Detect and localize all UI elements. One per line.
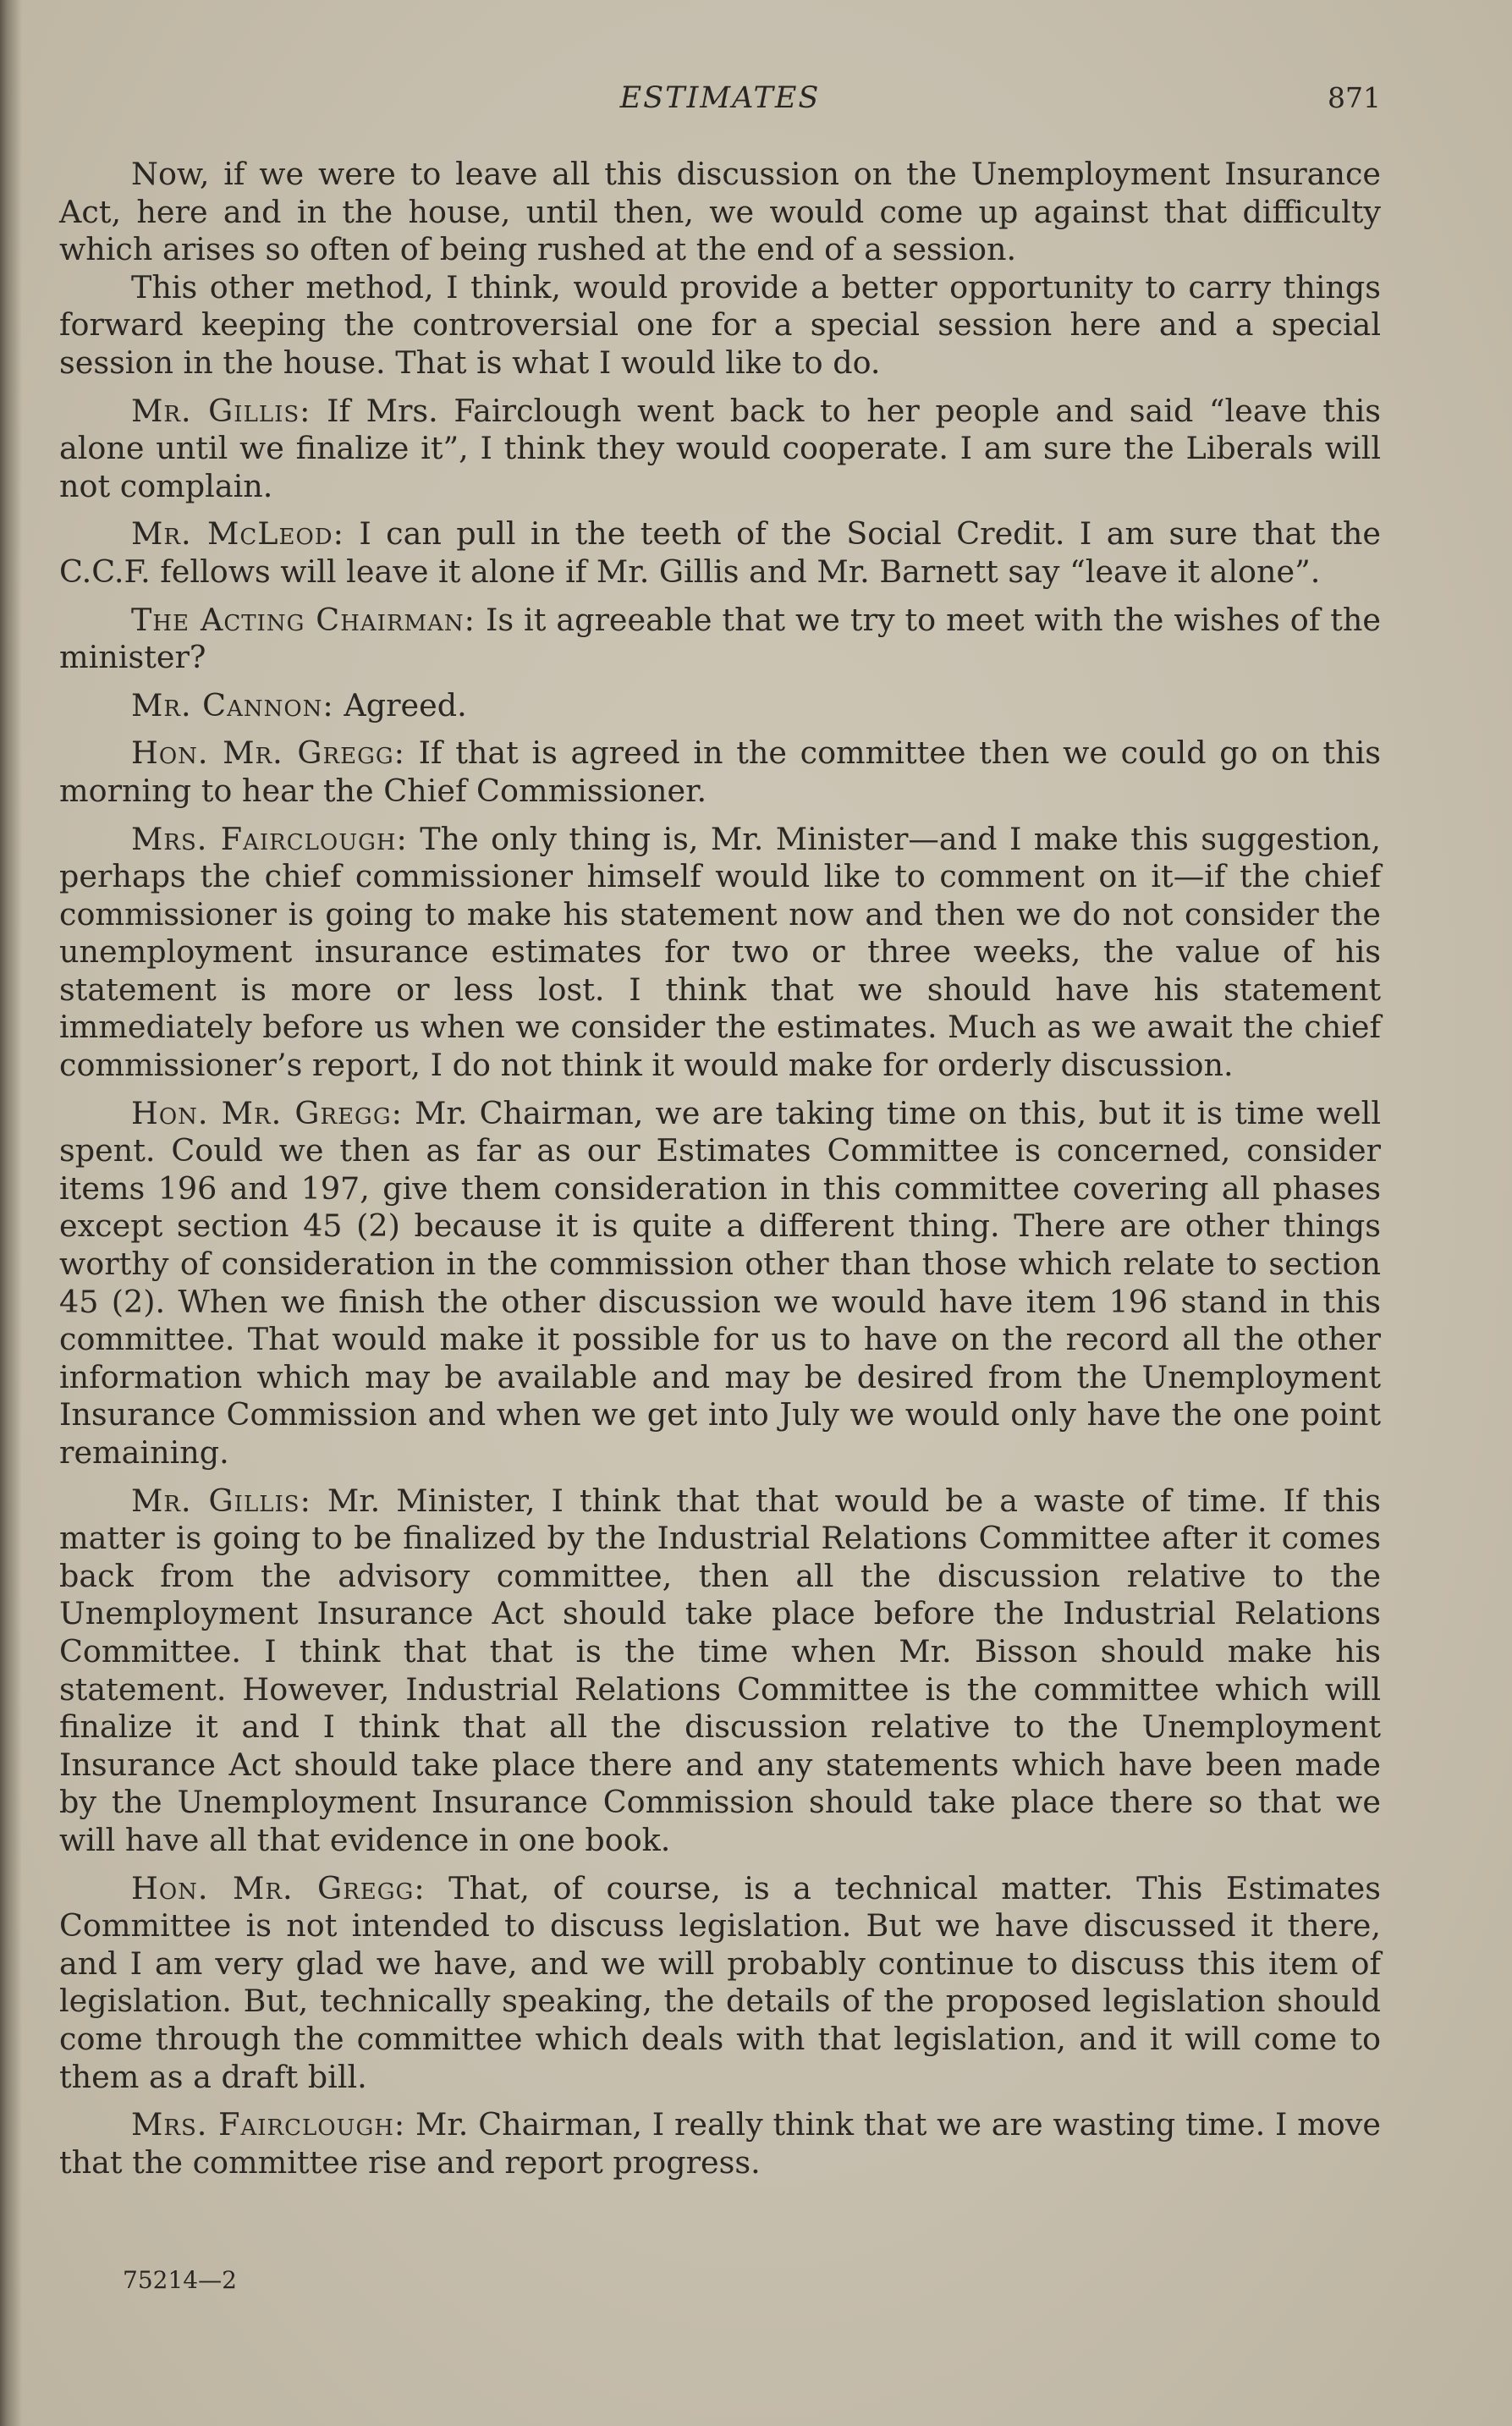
- paragraph: [59, 156, 1381, 269]
- paragraph-text: That, of course, is a technical matter. This Estimates Committee is not intended to discuss legislation. But we have discussed it there, and I am very glad we have, and we will probably continue to discuss this item of legislation. But, technically speaking, the details of the proposed legislation should come through the committee which deals with that legislation, and it will come to them as a draft bill.: [59, 1869, 1381, 2095]
- speaker-name: Mrs. Fairclough:: [131, 820, 408, 857]
- binding-shadow: [0, 0, 22, 2426]
- running-title: ESTIMATES: [619, 81, 821, 115]
- paragraph: [59, 2106, 1381, 2181]
- paragraph-text: The only thing is, Mr. Minister—and I make this suggestion, perhaps the chief commissioner himself would like to comment on it—if the chief commissioner is going to make his statement now and then we do not consider the unemployment insurance estimates for two or three weeks, the value of his statement is more or less lost. I think that we should have his statement immediately before us when we consider the estimates. Much as we await the chief commissioner’s report, I do not think it would make for orderly discussion.: [59, 820, 1381, 1084]
- speaker-name: Mr. Gillis:: [131, 1482, 311, 1519]
- speaker-name: The Acting Chairman:: [131, 601, 476, 638]
- paragraph-text: Mr. Minister, I think that that would be a waste of time. If this matter is going to be finalized by the Industrial Relations Committee after it comes back from the advisory committee, then all the discussion relative to the Unemployment Insurance Act should take place before the Industrial Relations Committee. I think that that is the time when Mr. Bisson should make his statement. However, Industrial Relations Committee is the committee which will finalize it and I think that all the discussion relative to the Unemployment Insurance Act should take place there and any statements which have been made by the Unemployment Insurance Commission should take place there so that we will have all that evidence in one book.: [59, 1482, 1381, 1858]
- speaker-name: Hon. Mr. Gregg:: [131, 1094, 403, 1131]
- paragraph: [59, 821, 1381, 1085]
- paragraph-text: This other method, I think, would provide a better opportunity to carry things forward keeping the controversial one for a special session here and a special session in the house. That is what I would like to do.: [59, 268, 1381, 381]
- body-text: [59, 156, 1381, 2181]
- speaker-name: Mr. Gillis:: [131, 392, 311, 429]
- paragraph: [59, 687, 1381, 725]
- paragraph-text: Mr. Chairman, I really think that we are wasting time. I move that the committee rise and report progress.: [59, 2106, 1381, 2181]
- speaker-name: Mrs. Fairclough:: [131, 2106, 406, 2143]
- paragraph-text: Is it agreeable that we try to meet with the wishes of the minister?: [59, 601, 1381, 676]
- paragraph-text: Now, if we were to leave all this discussion on the Unemployment Insurance Act, here and in the house, until then, we would come up against that difficulty which arises so often of being rushed at the end of a session.: [59, 156, 1381, 268]
- paragraph-text: If Mrs. Fairclough went back to her people and said “leave this alone until we finalize it”, I think they would cooperate. I am sure the Liberals will not complain.: [59, 392, 1381, 504]
- speaker-name: Mr. McLeod:: [131, 515, 344, 553]
- paragraph: [59, 1483, 1381, 1860]
- paragraph: [59, 602, 1381, 677]
- page-number: 871: [1328, 81, 1381, 114]
- paragraph-text: Agreed.: [344, 686, 467, 723]
- paragraph: [59, 1095, 1381, 1472]
- paragraph: [59, 734, 1381, 810]
- page-header: [59, 81, 1381, 124]
- paragraph: [59, 393, 1381, 506]
- paragraph: [59, 269, 1381, 382]
- speaker-name: Hon. Mr. Gregg:: [131, 734, 405, 772]
- paragraph: [59, 515, 1381, 591]
- paragraph: [59, 1870, 1381, 2097]
- paragraph-text: Mr. Chairman, we are taking time on this, but it is time well spent. Could we then as far as our Estimates Committee is concerned, consider items 196 and 197, give them consideration in this committee covering all phases except section 45 (2) because it is quite a different thing. There are other things worthy of consideration in the commission other than those which relate to section 45 (2). When we finish the other discussion we would have item 196 stand in this committee. That would make it possible for us to have on the record all the other information which may be available and may be desired from the Unemployment Insurance Commission and when we get into July we would only have the one point remaining.: [59, 1094, 1381, 1471]
- printer-signature: 75214—2: [123, 2266, 237, 2294]
- paragraph-text: If that is agreed in the committee then we could go on this morning to hear the Chief Commissioner.: [59, 734, 1381, 809]
- speaker-name: Hon. Mr. Gregg:: [131, 1869, 426, 1906]
- speaker-name: Mr. Cannon:: [131, 686, 334, 723]
- paragraph-text: I can pull in the teeth of the Social Credit. I am sure that the C.C.F. fellows will leave it alone if Mr. Gillis and Mr. Barnett say “leave it alone”.: [59, 515, 1381, 590]
